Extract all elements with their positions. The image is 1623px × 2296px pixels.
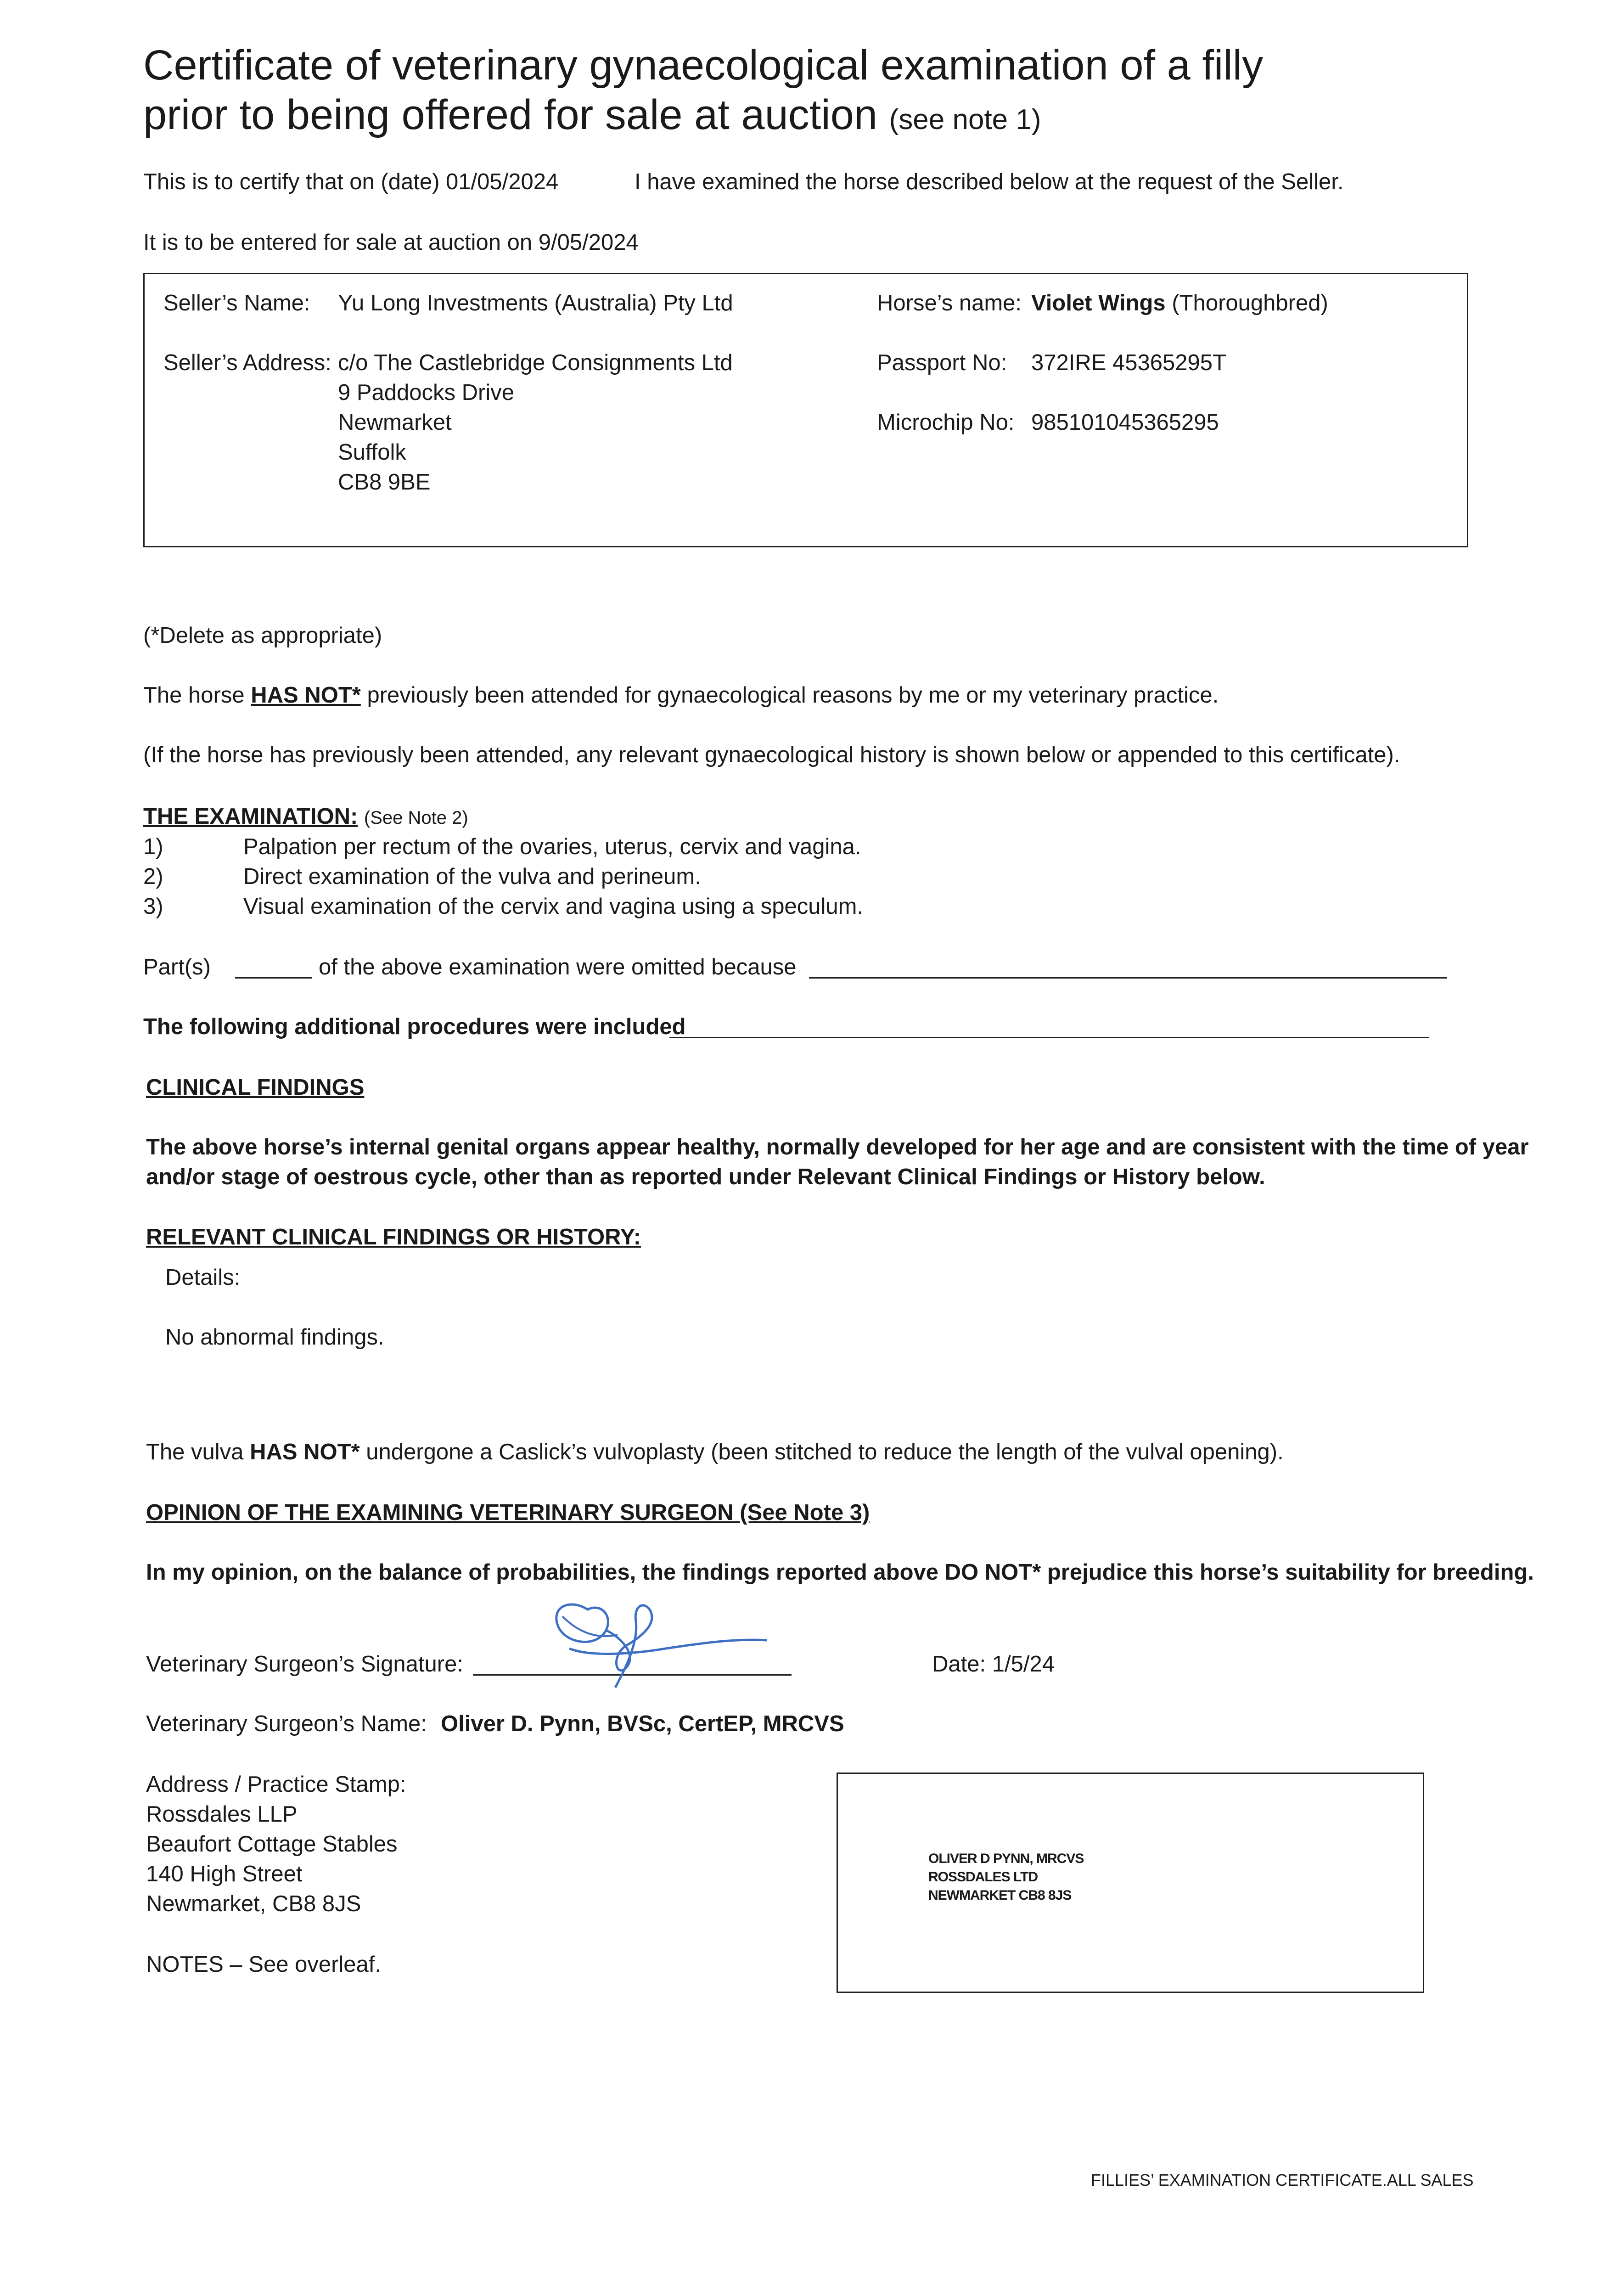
exam-item-1-num: 1) — [143, 834, 163, 859]
attended-pre: The horse — [143, 683, 245, 708]
horse-name: Violet Wings — [1031, 291, 1166, 315]
clinical-text-line1: The above horse’s internal genital organs appear healthy, normally developed for her age and are consistent with the time of year — [146, 1135, 1529, 1159]
signature-label: Veterinary Surgeon’s Signature: — [146, 1652, 463, 1677]
seller-name-label: Seller’s Name: — [163, 291, 310, 315]
opinion-text: In my opinion, on the balance of probabilities, the findings reported above DO NOT* prejudice this horse’s suitability for breeding. — [146, 1560, 1534, 1585]
exam-item-3-text: Visual examination of the cervix and vagina using a speculum. — [243, 894, 864, 919]
seller-address-line1: c/o The Castlebridge Consignments Ltd — [338, 350, 733, 375]
seller-address-line5: CB8 9BE — [338, 470, 431, 495]
horse-name-value — [1031, 288, 1328, 318]
surgeon-name: Oliver D. Pynn, BVSc, CertEP, MRCVS — [441, 1711, 844, 1736]
attended-statement — [143, 681, 1219, 710]
vulva-statement — [146, 1437, 1284, 1467]
examination-note: (See Note 2) — [364, 808, 468, 828]
signature-scribble — [519, 1589, 776, 1694]
microchip-number: 985101045365295 — [1031, 410, 1219, 435]
document-title-line1: Certificate of veterinary gynaecological examination of a filly — [143, 42, 1264, 89]
additional-procedures-blank — [669, 1037, 1429, 1038]
auction-date: It is to be entered for sale at auction on 9/05/2024 — [143, 230, 639, 255]
practice-label: Address / Practice Stamp: — [146, 1772, 406, 1797]
vulva-pre: The vulva — [146, 1440, 244, 1464]
details-label: Details: — [165, 1265, 241, 1290]
seller-address-label: Seller’s Address: — [163, 350, 331, 375]
title-note: (see note 1) — [889, 104, 1041, 135]
seller-address-line2: 9 Paddocks Drive — [338, 380, 515, 405]
seller-name: Yu Long Investments (Australia) Pty Ltd — [338, 291, 733, 315]
examination-heading: THE EXAMINATION: — [143, 804, 358, 829]
microchip-label: Microchip No: — [877, 410, 1015, 435]
clinical-text-line2: and/or stage of oestrous cycle, other than as reported under Relevant Clinical Findings or History below. — [146, 1165, 1265, 1189]
footer-text: FILLIES’ EXAMINATION CERTIFICATE.ALL SALES — [1091, 2171, 1474, 2189]
examination-heading-row — [143, 802, 468, 833]
parts-omitted-text: of the above examination were omitted because — [319, 955, 797, 979]
omitted-reason-blank — [809, 977, 1447, 979]
certify-request: I have examined the horse described below at the request of the Seller. — [635, 169, 1344, 194]
passport-number: 372IRE 45365295T — [1031, 350, 1226, 375]
stamp-line2: ROSSDALES LTD — [928, 1869, 1038, 1885]
exam-item-2-num: 2) — [143, 864, 163, 889]
delete-note: (*Delete as appropriate) — [143, 623, 382, 648]
notes-text: NOTES – See overleaf. — [146, 1952, 382, 1977]
parts-blank — [235, 977, 312, 979]
parts-label: Part(s) — [143, 955, 211, 979]
practice-line3: 140 High Street — [146, 1862, 303, 1886]
passport-label: Passport No: — [877, 350, 1007, 375]
date-label: Date: — [932, 1652, 986, 1677]
vulva-has-not: HAS NOT* — [250, 1440, 360, 1464]
document-title-line2 — [143, 90, 1041, 145]
practice-line4: Newmarket, CB8 8JS — [146, 1891, 361, 1916]
attended-has-not: HAS NOT* — [251, 683, 361, 708]
date-value: 1/5/24 — [992, 1652, 1055, 1677]
stamp-line1: OLIVER D PYNN, MRCVS — [928, 1851, 1084, 1866]
surgeon-name-label: Veterinary Surgeon’s Name: — [146, 1711, 427, 1736]
vulva-post: undergone a Caslick’s vulvoplasty (been stitched to reduce the length of the vulval opening). — [366, 1440, 1284, 1464]
certify-date: This is to certify that on (date) 01/05/2024 — [143, 169, 559, 194]
seller-address-line4: Suffolk — [338, 440, 406, 465]
practice-stamp-box — [837, 1773, 1424, 1993]
exam-item-2-text: Direct examination of the vulva and perineum. — [243, 864, 701, 889]
attended-history: (If the horse has previously been attended, any relevant gynaecological history is shown below or appended to this certificate). — [143, 743, 1400, 767]
exam-item-3-num: 3) — [143, 894, 163, 919]
horse-breed: (Thoroughbred) — [1172, 291, 1328, 315]
clinical-heading: CLINICAL FINDINGS — [146, 1075, 365, 1100]
stamp-line3: NEWMARKET CB8 8JS — [928, 1888, 1072, 1903]
practice-line2: Beaufort Cottage Stables — [146, 1832, 398, 1857]
signature-date — [932, 1649, 1055, 1679]
practice-line1: Rossdales LLP — [146, 1802, 298, 1827]
details-text: No abnormal findings. — [165, 1325, 384, 1350]
additional-procedures-label: The following additional procedures were included — [143, 1014, 686, 1039]
seller-address-line3: Newmarket — [338, 410, 452, 435]
horse-name-label: Horse’s name: — [877, 291, 1022, 315]
relevant-heading: RELEVANT CLINICAL FINDINGS OR HISTORY: — [146, 1225, 641, 1249]
title-text: prior to being offered for sale at auction — [143, 91, 878, 138]
exam-item-1-text: Palpation per rectum of the ovaries, uterus, cervix and vagina. — [243, 834, 861, 859]
attended-post: previously been attended for gynaecological reasons by me or my veterinary practice. — [367, 683, 1219, 708]
opinion-heading: OPINION OF THE EXAMINING VETERINARY SURGEON (See Note 3) — [146, 1500, 870, 1525]
